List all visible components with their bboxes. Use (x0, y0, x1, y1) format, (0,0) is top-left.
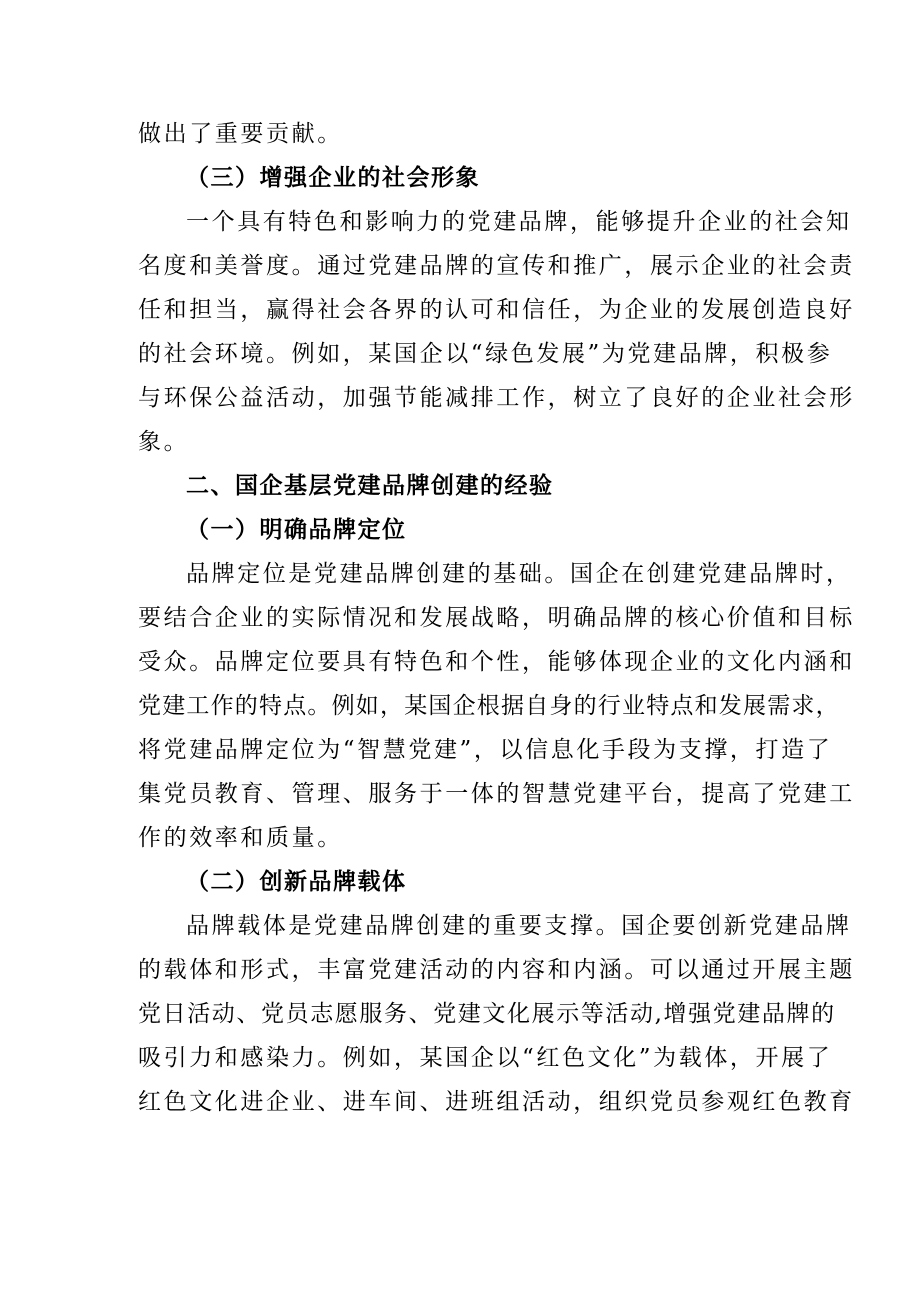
section-heading: （三）增强企业的社会形象 (186, 164, 480, 191)
paragraph-line: 品牌定位是党建品牌创建的基础。国企在创建党建品牌时， (186, 561, 852, 587)
paragraph-line: 任和担当，赢得社会各界的认可和信任，为企业的发展创造良好 (138, 297, 855, 323)
paragraph-line: 党日活动、党员志愿服务、党建文化展示等活动,增强党建品牌的 (138, 1001, 836, 1027)
chapter-heading: 二、国企基层党建品牌创建的经验 (186, 472, 554, 499)
paragraph-line: 集党员教育、管理、服务于一体的智慧党建平台，提高了党建工 (138, 781, 855, 807)
paragraph-line: 的社会环境。例如，某国企以“绿色发展”为党建品牌，积极参 (138, 341, 833, 367)
paragraph-line: 与环保公益活动，加强节能减排工作，树立了良好的企业社会形 (138, 385, 855, 411)
paragraph-line: 品牌载体是党建品牌创建的重要支撑。国企要创新党建品牌 (186, 913, 852, 939)
paragraph-line: 作的效率和质量。 (138, 825, 343, 851)
paragraph-line: 名度和美誉度。通过党建品牌的宣传和推广，展示企业的社会责 (138, 253, 855, 279)
paragraph-line: 做出了重要贡献。 (138, 121, 343, 147)
paragraph-line: 将党建品牌定位为“智慧党建”，以信息化手段为支撑，打造了 (138, 737, 833, 763)
paragraph-line: 象。 (138, 429, 190, 455)
section-heading: （一）明确品牌定位 (186, 516, 407, 543)
paragraph-line: 吸引力和感染力。例如，某国企以“红色文化”为载体，开展了 (138, 1045, 833, 1071)
section-heading: （二）创新品牌载体 (186, 868, 407, 895)
paragraph-line: 红色文化进企业、进车间、进班组活动，组织党员参观红色教育 (138, 1089, 855, 1115)
paragraph-line: 一个具有特色和影响力的党建品牌，能够提升企业的社会知 (186, 209, 852, 235)
paragraph-line: 受众。品牌定位要具有特色和个性，能够体现企业的文化内涵和 (138, 649, 855, 675)
paragraph-line: 党建工作的特点。例如，某国企根据自身的行业特点和发展需求， (138, 693, 840, 719)
paragraph-line: 要结合企业的实际情况和发展战略，明确品牌的核心价值和目标 (138, 605, 855, 631)
paragraph-line: 的载体和形式，丰富党建活动的内容和内涵。可以通过开展主题 (138, 957, 855, 983)
